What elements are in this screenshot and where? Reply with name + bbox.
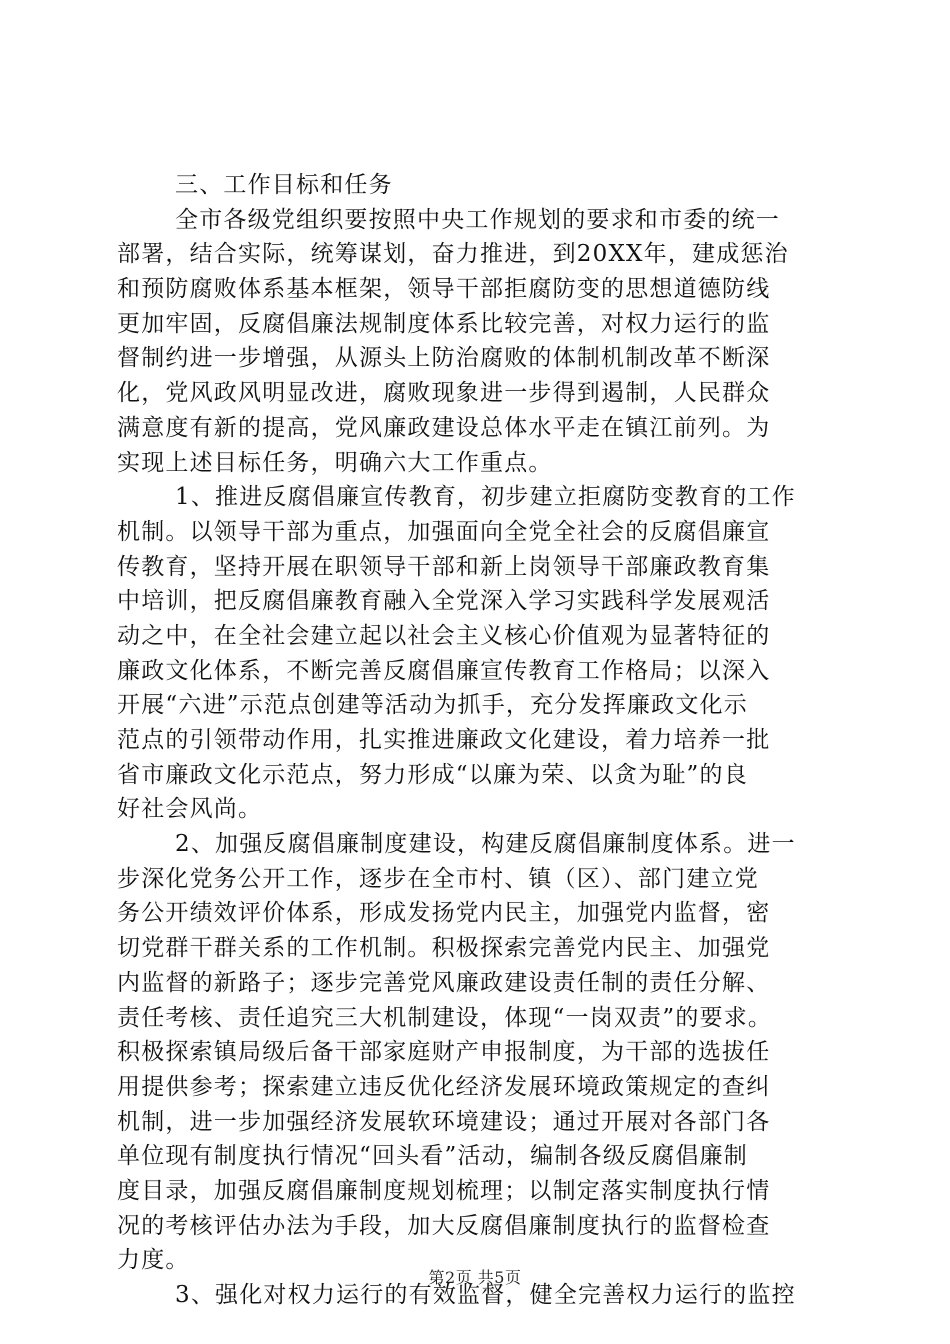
text-line: 动之中，在全社会建立起以社会主义核心价值观为显著特征的 bbox=[117, 622, 771, 649]
text-line: 部署，结合实际，统筹谋划，奋力推进，到20XX年，建成惩治 bbox=[117, 241, 789, 268]
text-line: 1、推进反腐倡廉宣传教育，初步建立拒腐防变教育的工作 bbox=[175, 484, 796, 511]
text-line: 况的考核评估办法为手段，加大反腐倡廉制度执行的监督检查 bbox=[117, 1212, 771, 1239]
text-line: 切党群干群关系的工作机制。积极探索完善党内民主、加强党 bbox=[117, 935, 771, 962]
text-line: 好社会风尚。 bbox=[117, 796, 263, 823]
document-body bbox=[117, 168, 837, 1313]
text-line: 单位现有制度执行情况“回头看”活动，编制各级反腐倡廉制 bbox=[117, 1143, 748, 1170]
text-line: 用提供参考；探索建立违反优化经济发展环境政策规定的查纠 bbox=[117, 1073, 771, 1100]
text-line: 实现上述目标任务，明确六大工作重点。 bbox=[117, 449, 553, 476]
text-line: 务公开绩效评价体系，形成发扬党内民主，加强党内监督，密 bbox=[117, 900, 771, 927]
text-line: 化，党风政风明显改进，腐败现象进一步得到遏制，人民群众 bbox=[117, 380, 771, 407]
text-line: 和预防腐败体系基本框架，领导干部拒腐防变的思想道德防线 bbox=[117, 276, 771, 303]
text-line: 2、加强反腐倡廉制度建设，构建反腐倡廉制度体系。进一 bbox=[175, 831, 796, 858]
text-line: 机制。以领导干部为重点，加强面向全党全社会的反腐倡廉宣 bbox=[117, 518, 771, 545]
text-line: 步深化党务公开工作，逐步在全市村、镇（区）、部门建立党 bbox=[117, 865, 759, 892]
text-line: 开展“六进”示范点创建等活动为抓手，充分发挥廉政文化示 bbox=[117, 692, 748, 719]
page-number-footer: 第2页 共5页 bbox=[428, 1268, 522, 1287]
text-line: 积极探索镇局级后备干部家庭财产申报制度，为干部的选拔任 bbox=[117, 1039, 771, 1066]
text-line: 3、强化对权力运行的有效监督，健全完善权力运行的监控 bbox=[175, 1282, 796, 1308]
text-line: 中培训，把反腐倡廉教育融入全党深入学习实践科学发展观活 bbox=[117, 588, 771, 615]
text-line: 度目录，加强反腐倡廉制度规划梳理；以制定落实制度执行情 bbox=[117, 1177, 771, 1204]
text-line: 满意度有新的提高，党风廉政建设总体水平走在镇江前列。为 bbox=[117, 414, 771, 441]
text-line: 督制约进一步增强，从源头上防治腐败的体制机制改革不断深 bbox=[117, 345, 771, 372]
text-line: 廉政文化体系，不断完善反腐倡廉宣传教育工作格局；以深入 bbox=[117, 657, 771, 684]
text-line: 全市各级党组织要按照中央工作规划的要求和市委的统一 bbox=[175, 206, 780, 233]
text-line: 内监督的新路子；逐步完善党风廉政建设责任制的责任分解、 bbox=[117, 969, 771, 996]
section-heading: 三、工作目标和任务 bbox=[175, 172, 393, 198]
text-line: 省市廉政文化示范点，努力形成“以廉为荣、以贪为耻”的良 bbox=[117, 761, 748, 788]
text-line: 责任考核、责任追究三大机制建设，体现“一岗双责”的要求。 bbox=[117, 1004, 773, 1031]
text-line: 力度。 bbox=[117, 1247, 190, 1274]
text-line: 传教育，坚持开展在职领导干部和新上岗领导干部廉政教育集 bbox=[117, 553, 771, 580]
text-line: 更加牢固，反腐倡廉法规制度体系比较完善，对权力运行的监 bbox=[117, 310, 771, 337]
text-line: 机制，进一步加强经济发展软环境建设；通过开展对各部门各 bbox=[117, 1108, 771, 1135]
text-line: 范点的引领带动作用，扎实推进廉政文化建设，着力培养一批 bbox=[117, 727, 771, 753]
